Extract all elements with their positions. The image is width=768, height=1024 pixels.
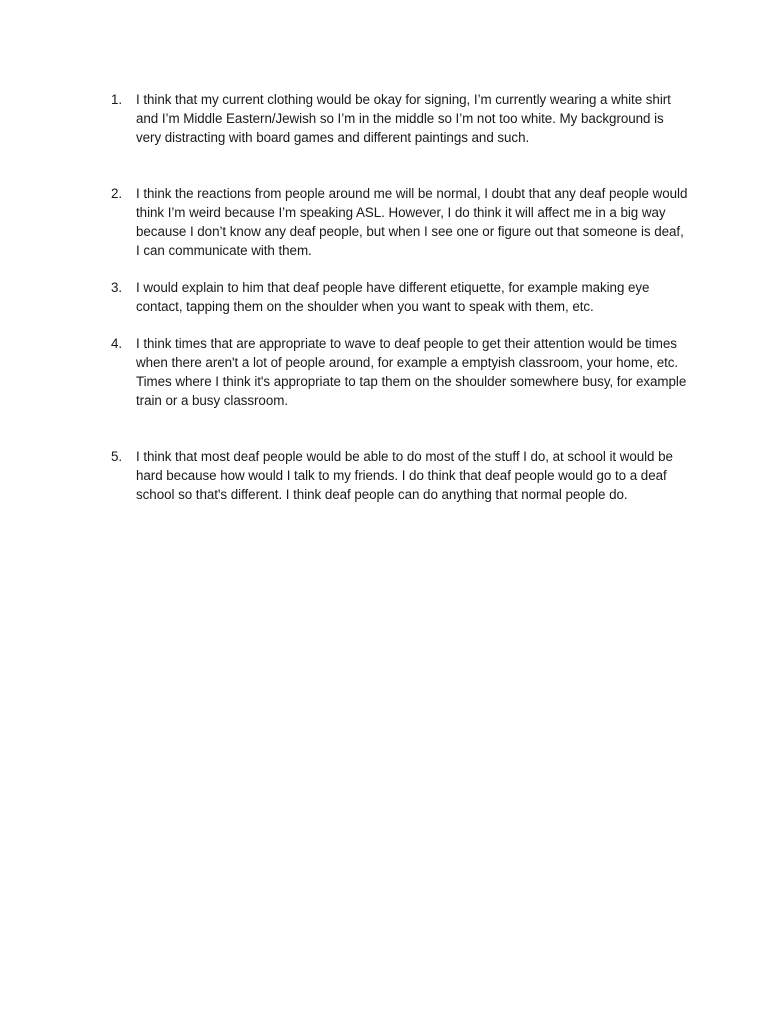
list-item: [111, 184, 691, 260]
item-number: 5.: [111, 449, 123, 464]
list-item: [111, 278, 691, 316]
item-text: I would explain to him that deaf people have different etiquette, for example making eye contact, tapping them on the shoulder when you want to speak with them, etc.: [136, 280, 650, 314]
item-text: I think that most deaf people would be able to do most of the stuff I do, at school it would be hard because how would I talk to my friends. I do think that deaf people would go to a deaf school so that's different. I think deaf people can do anything that normal people do.: [136, 449, 673, 502]
item-number: 4.: [111, 336, 123, 351]
item-number: 2.: [111, 186, 123, 201]
list-item: [111, 90, 691, 147]
item-number: 1.: [111, 92, 123, 107]
item-text: I think the reactions from people around me will be normal, I doubt that any deaf people would think I’m weird because I’m speaking ASL. However, I do think it will affect me in a big way because I don’t know any deaf people, but when I see one or figure out that someone is deaf, I can communicate with them.: [136, 186, 688, 258]
list-item: [111, 334, 691, 410]
answer-list: [111, 90, 691, 504]
item-text: I think times that are appropriate to wave to deaf people to get their attention would be times when there aren't a lot of people around, for example a emptyish classroom, your home, etc. Times where I think it's appropriate to tap them on the shoulder somewhere busy, for example train or a busy classroom.: [136, 336, 687, 408]
item-text: I think that my current clothing would be okay for signing, I’m currently wearing a white shirt and I’m Middle Eastern/Jewish so I’m in the middle so I’m not too white. My background is very distracting with board games and different paintings and such.: [136, 92, 671, 145]
item-number: 3.: [111, 280, 123, 295]
list-item: [111, 447, 691, 504]
